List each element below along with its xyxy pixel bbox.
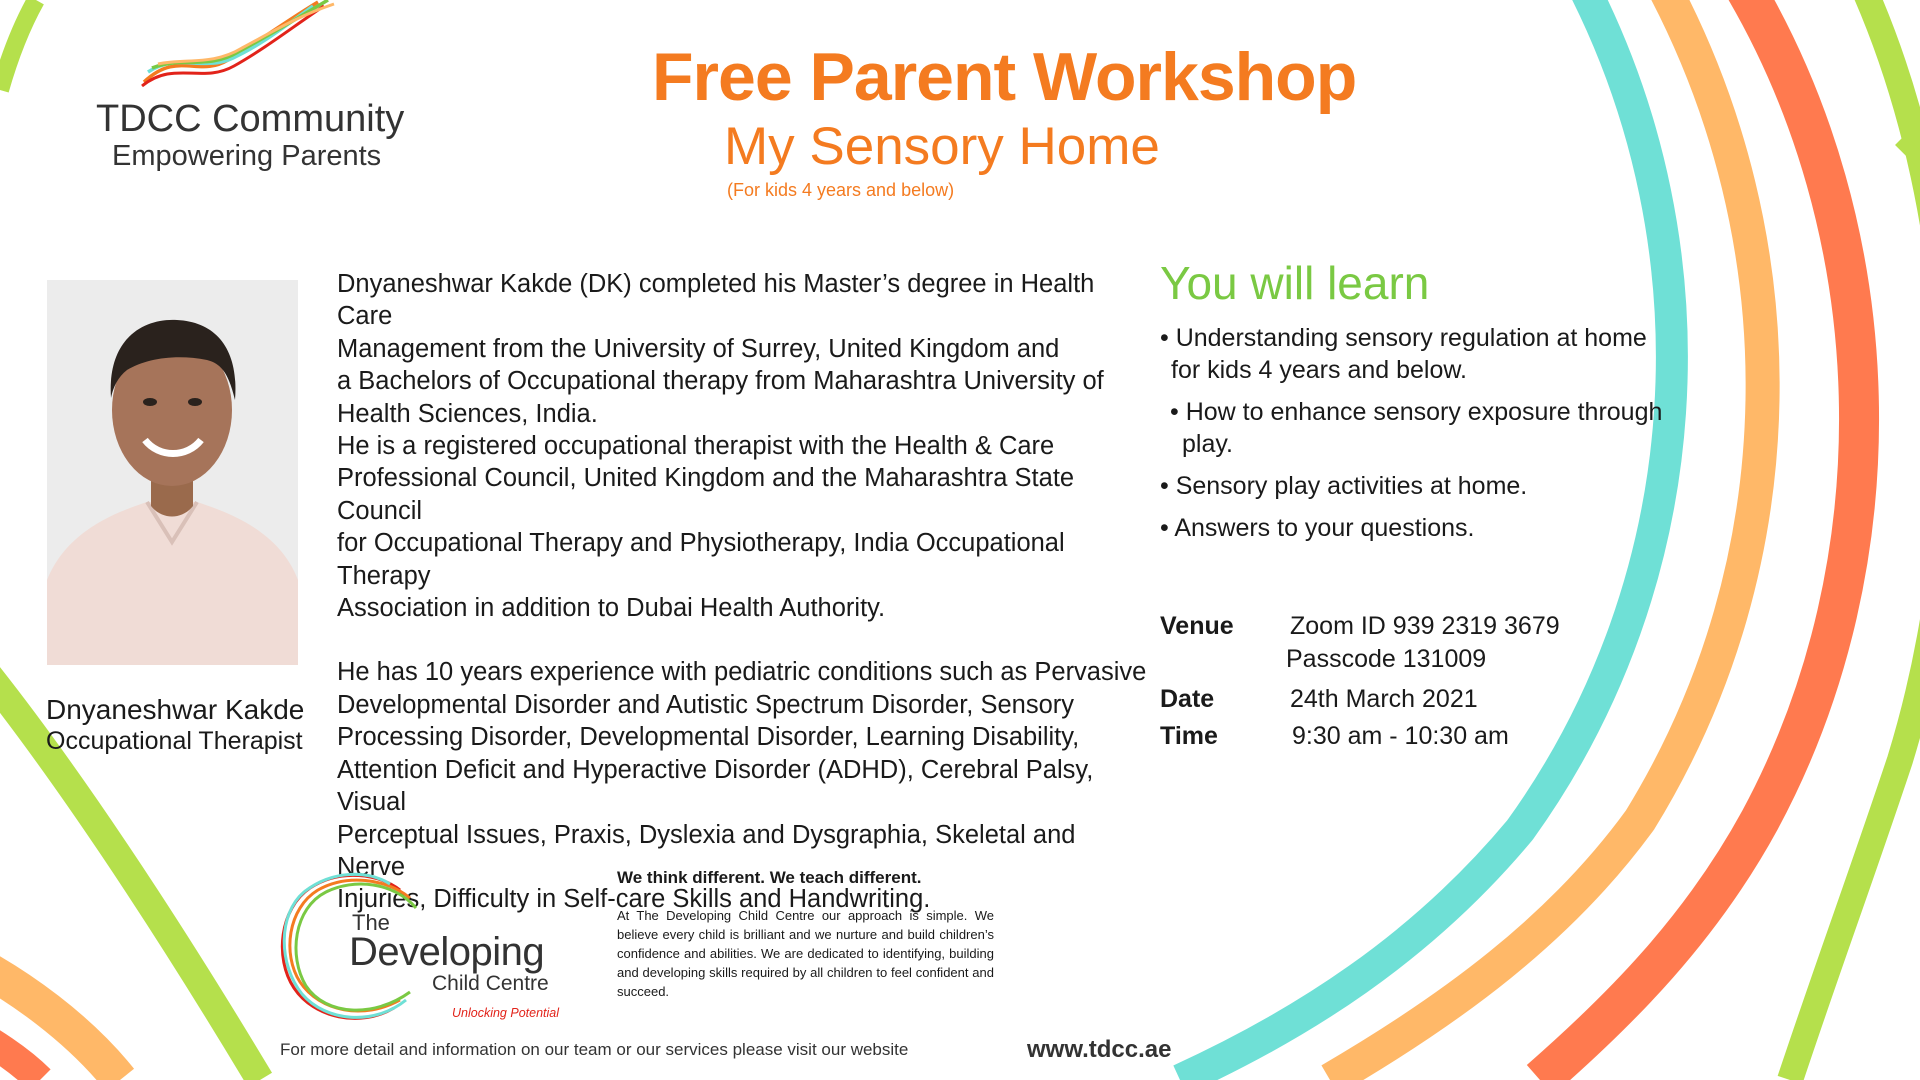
- tdcc-community-logo: [138, 0, 338, 95]
- org-tagline: Empowering Parents: [112, 140, 382, 172]
- date-label: Date: [1160, 685, 1215, 713]
- bio-line: for Occupational Therapy and Physiotherapy, India Occupational Therapy: [337, 529, 1065, 590]
- experience-line: Developmental Disorder and Autistic Spectrum Disorder, Sensory: [337, 690, 1074, 719]
- speaker-name: Dnyaneshwar Kakde: [46, 694, 305, 725]
- bio-line: Health Sciences, India.: [337, 399, 598, 428]
- workshop-subtitle: My Sensory Home: [724, 117, 1160, 176]
- learn-item-line: • How to enhance sensory exposure through: [1170, 398, 1663, 426]
- website-link[interactable]: www.tdcc.ae: [1027, 1036, 1172, 1063]
- bio-line: Dnyaneshwar Kakde (DK) completed his Master’s degree in Health Care: [337, 270, 1095, 331]
- venue-value: Zoom ID 939 2319 3679: [1290, 612, 1560, 640]
- about-text: At The Developing Child Centre our approach is simple. We believe every child is brilliant and we nurture and build children’s confidence and abilities. We are dedicated to identifying, building and developing skills required by all children to feel confident and succeed.: [617, 908, 994, 999]
- learn-item: [1160, 322, 1680, 386]
- swoosh-lime-topleft: [0, 0, 36, 90]
- bio-line: Professional Council, United Kingdom and the Maharashtra State Council: [337, 464, 1075, 525]
- learn-item-line: play.: [1182, 430, 1233, 458]
- org-name: TDCC Community: [96, 98, 405, 140]
- venue-label: Venue: [1160, 612, 1234, 640]
- learn-list: [1160, 322, 1680, 554]
- speaker-bio: [337, 268, 1147, 916]
- speaker-photo: [47, 280, 298, 665]
- learn-item-line: for kids 4 years and below.: [1171, 356, 1467, 384]
- workshop-title: Free Parent Workshop: [652, 39, 1357, 115]
- passcode-value: Passcode 131009: [1286, 645, 1487, 673]
- time-label: Time: [1160, 722, 1218, 750]
- learn-item-line: • Understanding sensory regulation at home: [1160, 324, 1647, 352]
- logo-child-centre: Child Centre: [432, 972, 549, 995]
- learn-item-line: • Answers to your questions.: [1160, 514, 1475, 542]
- speaker-role: Occupational Therapist: [46, 727, 303, 755]
- learn-item: [1160, 470, 1680, 502]
- date-value: 24th March 2021: [1290, 685, 1478, 713]
- paragraph-gap: [337, 624, 1147, 656]
- logo-unlocking-potential: Unlocking Potential: [452, 1006, 560, 1020]
- swoosh-coral-left: [0, 1025, 40, 1080]
- bio-line: a Bachelors of Occupational therapy from Maharashtra University of: [337, 367, 1104, 396]
- experience-line: Attention Deficit and Hyperactive Disorder (ADHD), Cerebral Palsy, Visual: [337, 755, 1094, 817]
- learn-item: [1160, 396, 1680, 460]
- learn-item-line: • Sensory play activities at home.: [1160, 472, 1528, 500]
- learn-heading: You will learn: [1160, 257, 1430, 309]
- experience-line: Perceptual Issues, Praxis, Dyslexia and Dysgraphia, Skeletal and Nerve: [337, 820, 1076, 881]
- bio-line: Association in addition to Dubai Health Authority.: [337, 594, 886, 623]
- logo-developing: Developing: [349, 930, 545, 974]
- tagline: We think different. We teach different.: [617, 868, 922, 887]
- bio-line: Management from the University of Surrey, United Kingdom and: [337, 334, 1060, 363]
- experience-line: He has 10 years experience with pediatric conditions such as Pervasive: [337, 658, 1147, 687]
- learn-item: [1160, 512, 1680, 544]
- age-note: (For kids 4 years and below): [727, 180, 955, 200]
- bio-line: He is a registered occupational therapist with the Health & Care: [337, 432, 1055, 461]
- person-photo-icon: [47, 280, 298, 665]
- logo-the: The: [352, 910, 390, 935]
- more-info-text: For more detail and information on our team or our services please visit our website: [280, 1040, 909, 1059]
- experience-line: Processing Disorder, Developmental Disorder, Learning Disability,: [337, 723, 1080, 752]
- experience-line: Injuries, Difficulty in Self-care Skills and Handwriting.: [337, 885, 931, 914]
- time-value: 9:30 am - 10:30 am: [1292, 722, 1509, 750]
